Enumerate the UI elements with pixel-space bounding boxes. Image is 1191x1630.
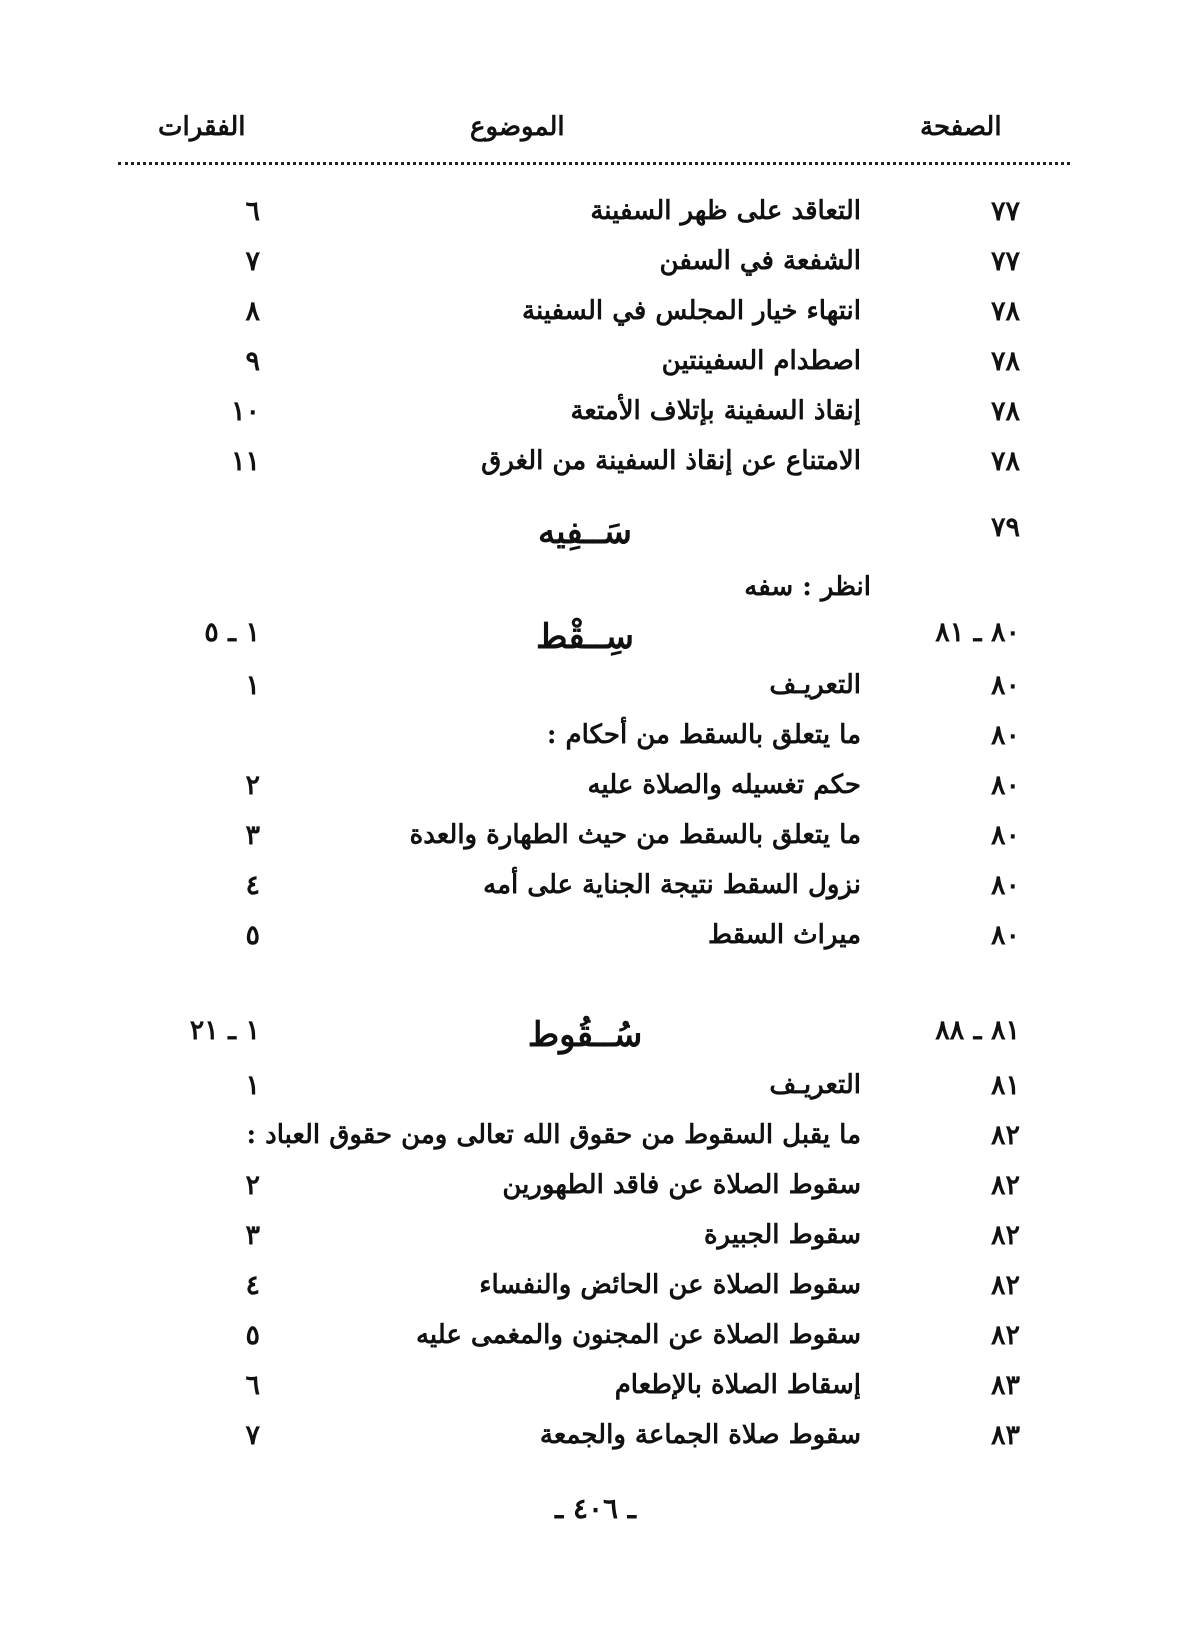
topic-text: التعاقد على ظهر السفينة: [590, 196, 861, 226]
page-number: ٨٠: [990, 670, 1020, 701]
cross-reference-row: [0, 572, 1191, 618]
topic-text: ما يتعلق بالسقط من حيث الطهارة والعدة: [409, 820, 861, 850]
paragraph-number: ١ ـ ٢١: [189, 1015, 260, 1046]
index-row: [0, 1320, 1191, 1366]
page-number: ٨٠: [990, 820, 1020, 851]
index-heading-row: [0, 617, 1191, 663]
topic-text: إنقاذ السفينة بإتلاف الأمتعة: [570, 396, 861, 426]
topic-text: سقوط صلاة الجماعة والجمعة: [539, 1420, 861, 1450]
page-number: ٨١ ـ ٨٨: [935, 1015, 1020, 1046]
paragraph-number: ١: [245, 670, 260, 701]
index-row: [0, 670, 1191, 716]
paragraph-number: ٥: [245, 1320, 260, 1351]
topic-text: إسقاط الصلاة بالإطعام: [614, 1370, 861, 1400]
topic-text: الشفعة في السفن: [659, 246, 861, 276]
page-number: ٧٨: [990, 446, 1020, 477]
page-number: ٧٨: [990, 346, 1020, 377]
topic-text: انتهاء خيار المجلس في السفينة: [522, 296, 861, 326]
index-row: [0, 920, 1191, 966]
page-number: ٧٧: [990, 196, 1020, 227]
topic-text: التعريـف: [769, 1070, 861, 1100]
topic-text: ما يقبل السقوط من حقوق الله تعالى ومن حقوق العباد :: [246, 1120, 861, 1150]
page-number: ٨٣: [990, 1420, 1020, 1451]
page-number: ٨٢: [990, 1120, 1020, 1151]
paragraph-number: ٢: [245, 770, 260, 801]
index-row: [0, 1170, 1191, 1216]
topic-text: نزول السقط نتيجة الجناية على أمه: [483, 870, 861, 900]
page-number: ٨٠: [990, 770, 1020, 801]
paragraph-number: ٥: [245, 920, 260, 951]
topic-column-header: الموضوع: [470, 112, 565, 142]
paragraphs-column-header: الفقرات: [158, 112, 246, 142]
index-row: [0, 346, 1191, 392]
topic-text: اصطدام السفينتين: [661, 346, 861, 376]
page-number: ٧٨: [990, 296, 1020, 327]
page-number: ٨٢: [990, 1320, 1020, 1351]
cross-reference-text: انظر : سفه: [744, 572, 871, 602]
paragraph-number: ٨: [245, 296, 260, 327]
heading-text: سُــقُوط: [527, 1015, 643, 1055]
index-row: [0, 720, 1191, 766]
topic-text: التعريـف: [769, 670, 861, 700]
index-row: [0, 820, 1191, 866]
index-row: [0, 1120, 1191, 1166]
paragraph-number: ٢: [245, 1170, 260, 1201]
page-folio: ـ ٤٠٦ ـ: [554, 1492, 637, 1525]
page-number: ٧٨: [990, 396, 1020, 427]
index-heading-row: [0, 512, 1191, 558]
topic-text: سقوط الصلاة عن الحائض والنفساء: [479, 1270, 861, 1300]
paragraph-number: ٩: [245, 346, 260, 377]
index-row: [0, 246, 1191, 292]
page-number: ٧٩: [990, 512, 1020, 543]
page-number: ٧٧: [990, 246, 1020, 277]
heading-text: سَــفِيه: [537, 512, 633, 552]
paragraph-number: ١١: [230, 446, 260, 477]
index-row: [0, 870, 1191, 916]
index-row: [0, 396, 1191, 442]
topic-text: ميراث السقط: [707, 920, 861, 950]
paragraph-number: ٣: [245, 820, 260, 851]
index-row: [0, 1220, 1191, 1266]
paragraph-number: ٣: [245, 1220, 260, 1251]
page-number: ٨٣: [990, 1370, 1020, 1401]
topic-text: سقوط الصلاة عن المجنون والمغمى عليه: [415, 1320, 861, 1350]
paragraph-number: ٦: [245, 196, 260, 227]
index-row: [0, 196, 1191, 242]
page-column-header: الصفحة: [920, 112, 1002, 142]
page-number: ٨٢: [990, 1170, 1020, 1201]
topic-text: حكم تغسيله والصلاة عليه: [587, 770, 861, 800]
page-number: ٨٢: [990, 1270, 1020, 1301]
index-row: [0, 1070, 1191, 1116]
index-row: [0, 446, 1191, 492]
paragraph-number: ١٠: [230, 396, 260, 427]
page-number: ٨٠: [990, 720, 1020, 751]
index-row: [0, 1270, 1191, 1316]
page-number: ٨٠: [990, 870, 1020, 901]
paragraph-number: ٤: [245, 1270, 260, 1301]
paragraph-number: ٤: [245, 870, 260, 901]
topic-text: سقوط الجبيرة: [703, 1220, 861, 1250]
page-number: ٨٢: [990, 1220, 1020, 1251]
heading-text: سِــقْط: [536, 617, 634, 657]
page-number: ٨٠ ـ ٨١: [935, 617, 1020, 648]
page-number: ٨٠: [990, 920, 1020, 951]
page-number: ٨١: [990, 1070, 1020, 1101]
dotted-divider: [118, 162, 1070, 165]
index-row: [0, 1420, 1191, 1466]
paragraph-number: ١: [245, 1070, 260, 1101]
index-heading-row: [0, 1015, 1191, 1061]
index-row: [0, 1370, 1191, 1416]
paragraph-number: ٧: [245, 1420, 260, 1451]
index-row: [0, 770, 1191, 816]
paragraph-number: ٧: [245, 246, 260, 277]
paragraph-number: ٦: [245, 1370, 260, 1401]
topic-text: الامتناع عن إنقاذ السفينة من الغرق: [481, 446, 861, 476]
index-row: [0, 296, 1191, 342]
topic-text: ما يتعلق بالسقط من أحكام :: [546, 720, 861, 750]
paragraph-number: ١ ـ ٥: [204, 617, 260, 648]
topic-text: سقوط الصلاة عن فاقد الطهورين: [502, 1170, 861, 1200]
